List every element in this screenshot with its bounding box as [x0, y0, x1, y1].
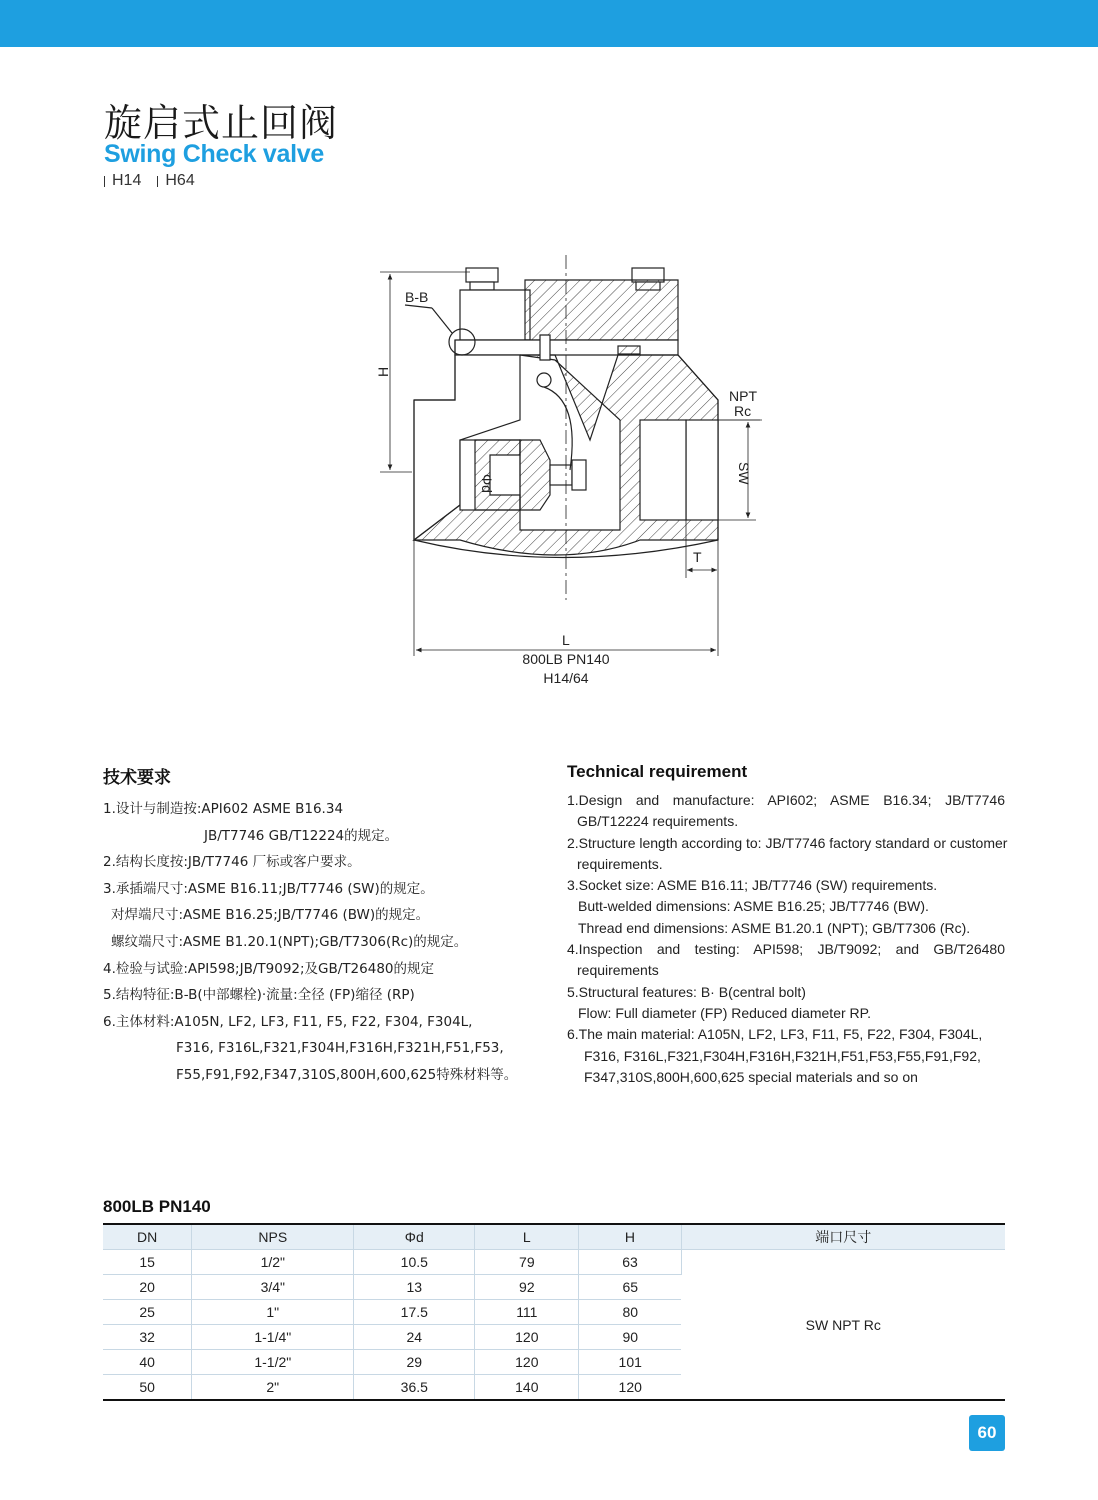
- page-title-cn: 旋启式止回阀: [104, 101, 339, 145]
- req-cn-line: 3.承插端尺寸:ASME B16.11;JB/T7746 (SW)的规定。: [103, 880, 434, 897]
- top-accent-bar: [0, 0, 1098, 47]
- req-cn-line: 对焊端尺寸:ASME B16.25;JB/T7746 (BW)的规定。: [111, 907, 430, 924]
- spec-table: [103, 1223, 1005, 1401]
- req-cn-line: JB/T7746 GB/T12224的规定。: [204, 827, 399, 844]
- dim-label-d: Φd: [479, 474, 495, 493]
- cell-nps: 2": [192, 1375, 354, 1401]
- cell-d: 24: [354, 1325, 475, 1350]
- dim-label-t: T: [693, 549, 702, 565]
- drawing-caption-pressure: 800LB PN140: [522, 651, 610, 667]
- req-en-line: requirements: [577, 962, 659, 979]
- req-en-line: Butt-welded dimensions: ASME B16.25; JB/T7746 (BW).: [578, 898, 929, 915]
- dim-label-l: L: [562, 632, 570, 648]
- requirements-en: [567, 762, 1007, 1088]
- req-cn-line: 4.检验与试验:API598;JB/T9092;及GB/T26480的规定: [103, 960, 435, 977]
- req-en-line: Thread end dimensions: ASME B1.20.1 (NPT); GB/T7306 (Rc).: [578, 919, 971, 936]
- cell-dn: 32: [103, 1325, 192, 1350]
- model-codes: [104, 172, 195, 190]
- dim-label-h: H: [375, 366, 391, 377]
- req-en-line: 1.Design and manufacture: API602; ASME B16.34; JB/T7746: [567, 792, 1005, 808]
- cell-nps: 3/4": [192, 1275, 354, 1300]
- req-cn-line: 螺纹端尺寸:ASME B1.20.1(NPT);GB/T7306(Rc)的规定。: [111, 933, 468, 950]
- cell-h: 63: [579, 1250, 681, 1275]
- req-en-line: 2.Structure length according to: JB/T7746 factory standard or customer: [567, 834, 1008, 851]
- cell-h: 101: [618, 1354, 642, 1370]
- req-en-line: GB/T12224 requirements.: [577, 813, 739, 830]
- cell-d: 10.5: [354, 1250, 475, 1275]
- table-header-row: [103, 1224, 1005, 1250]
- cell-nps: 1": [192, 1300, 354, 1325]
- req-cn-line: 1.设计与制造按:API602 ASME B16.34: [103, 801, 344, 817]
- cell-nps: 1/2": [192, 1250, 354, 1275]
- col-header-port: 端口尺寸: [815, 1230, 872, 1246]
- section-label: B-B: [405, 289, 429, 305]
- cell-dn: 25: [103, 1300, 192, 1325]
- requirements-cn: [103, 763, 543, 1089]
- req-en-line: F347,310S,800H,600,625 special materials and so on: [584, 1068, 918, 1085]
- cell-l: 120: [475, 1350, 579, 1375]
- cell-nps: 1-1/4": [192, 1325, 354, 1350]
- req-en-line: 6.The main material: A105N, LF2, LF3, F11, F5, F22, F304, F304L,: [567, 1026, 983, 1043]
- col-header-h: H: [579, 1224, 681, 1250]
- model-code: H64: [157, 172, 194, 190]
- req-cn-line: F55,F91,F92,F347,310S,800H,600,625特殊材料等。: [176, 1066, 518, 1083]
- drawing-caption-model: H14/64: [543, 670, 589, 686]
- req-cn-line: 2.结构长度按:JB/T7746 厂标或客户要求。: [103, 854, 361, 871]
- req-en-line: Flow: Full diameter (FP) Reduced diameter RP.: [578, 1004, 872, 1021]
- cell-d: 29: [354, 1350, 475, 1375]
- col-header-l: L: [475, 1224, 579, 1250]
- table-row: [103, 1250, 1005, 1275]
- col-header-dn: DN: [103, 1224, 192, 1250]
- requirements-en-title: Technical requirement: [567, 762, 748, 781]
- req-cn-line: 5.结构特征:B-B(中部螺栓)·流量:全径 (FP)缩径 (RP): [103, 987, 415, 1004]
- cell-h: 80: [622, 1304, 639, 1320]
- req-en-line: requirements.: [577, 855, 663, 872]
- cell-h: 90: [622, 1329, 639, 1345]
- valve-section-drawing: [360, 250, 780, 700]
- col-header-nps: NPS: [192, 1224, 354, 1250]
- spec-table-title: 800LB PN140: [103, 1197, 211, 1216]
- req-cn-line: F316, F316L,F321,F304H,F316H,F321H,F51,F53,: [176, 1040, 504, 1057]
- cell-l: 79: [475, 1250, 579, 1275]
- thread-label-rc: Rc: [734, 403, 752, 419]
- cell-h: 120: [618, 1379, 642, 1395]
- cell-port: SW NPT Rc: [805, 1316, 881, 1333]
- cell-d: 36.5: [354, 1375, 475, 1401]
- cell-l: 120: [475, 1325, 579, 1350]
- cell-d: 13: [354, 1275, 475, 1300]
- cell-dn: 40: [103, 1350, 192, 1375]
- thread-label-npt: NPT: [729, 388, 757, 404]
- page-title-en: Swing Check valve: [104, 140, 324, 168]
- cell-h: 65: [622, 1279, 639, 1295]
- req-en-line: F316, F316L,F321,F304H,F316H,F321H,F51,F53,F55,F91,F92,: [584, 1047, 981, 1064]
- req-cn-line: 6.主体材料:A105N, LF2, LF3, F11, F5, F22, F304, F304L,: [103, 1013, 473, 1030]
- cell-dn: 15: [103, 1250, 192, 1275]
- model-code: H14: [104, 172, 141, 190]
- cell-dn: 20: [103, 1275, 192, 1300]
- req-en-line: 5.Structural features: B· B(central bolt): [567, 983, 806, 1000]
- page-number-badge: 60: [969, 1415, 1005, 1451]
- cell-nps: 1-1/2": [192, 1350, 354, 1375]
- cell-l: 92: [475, 1275, 579, 1300]
- col-header-d: Φd: [354, 1224, 475, 1250]
- dim-label-sw: SW: [736, 462, 752, 485]
- cell-l: 140: [475, 1375, 579, 1401]
- requirements-cn-title: 技术要求: [103, 768, 171, 787]
- cell-d: 17.5: [354, 1300, 475, 1325]
- req-en-line: 3.Socket size: ASME B16.11; JB/T7746 (SW) requirements.: [567, 877, 938, 894]
- cell-dn: 50: [103, 1375, 192, 1401]
- req-en-line: 4.Inspection and testing: API598; JB/T9092; and GB/T26480: [567, 941, 1005, 958]
- cell-l: 111: [475, 1300, 579, 1325]
